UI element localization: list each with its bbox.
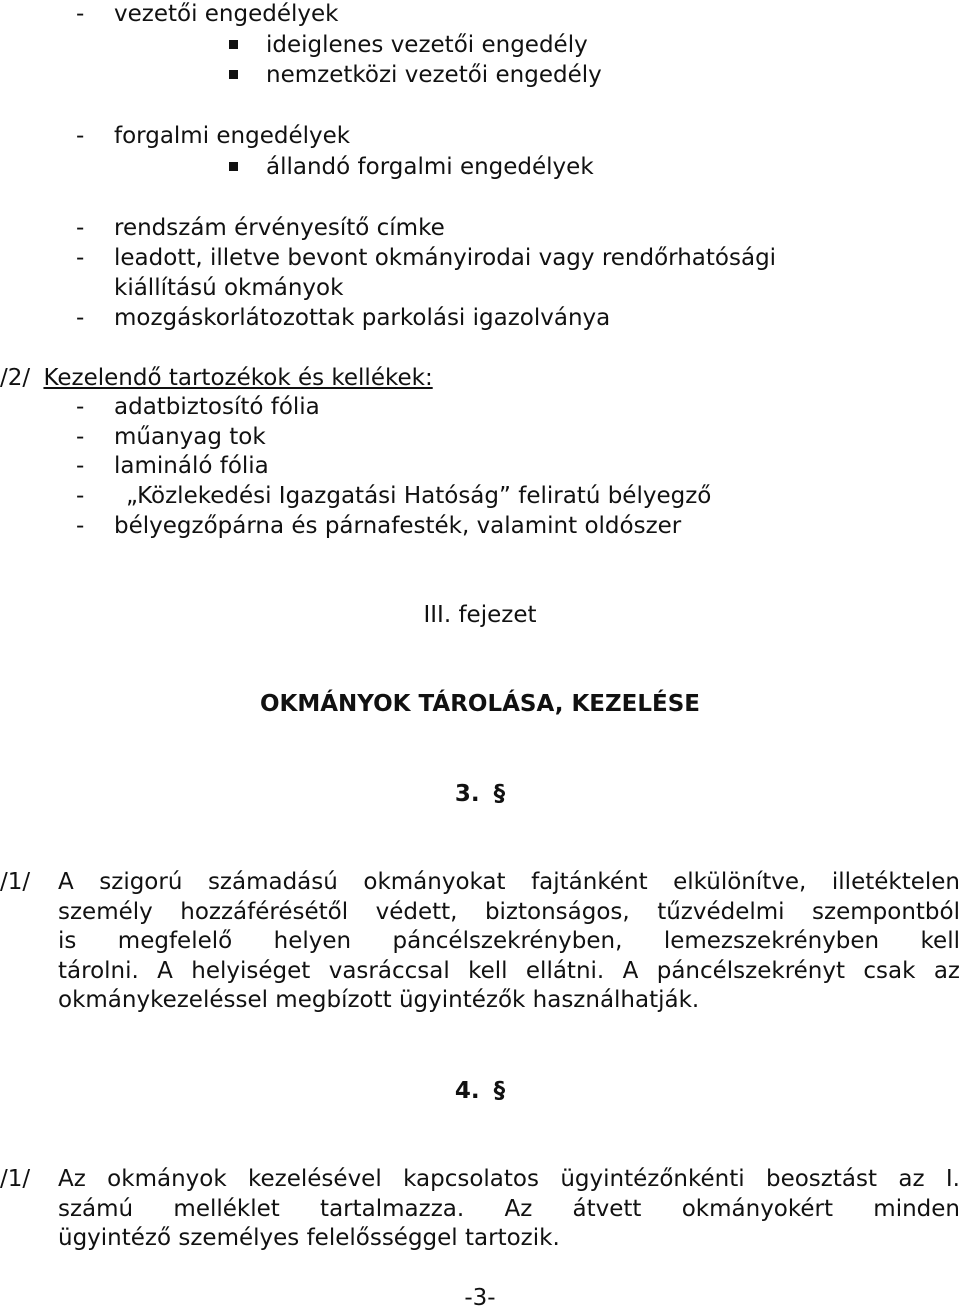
list-item-text: lamináló fólia [114,453,269,479]
list-item-text: mozgáskorlátozottak parkolási igazolványa [114,305,611,331]
page-number: -3- [464,1285,496,1311]
dash-bullet: - [76,305,85,331]
paragraph-number: 3. [454,781,480,807]
chapter-number: III. fejezet [423,602,537,628]
paragraph-line: A szigorú számadású okmányokat fajtánként elkülönítve, illetéktelen [58,869,960,895]
clause-marker: /1/ [0,1166,31,1192]
list-item-text: forgalmi engedélyek [114,123,351,149]
square-bullet-icon [229,40,238,49]
paragraph-line: ügyintéző személyes felelősséggel tartozik. [58,1225,560,1251]
dash-bullet: - [76,123,85,149]
dash-bullet: - [76,513,85,539]
dash-bullet: - [76,483,85,509]
paragraph-heading [0,1077,960,1105]
list-item-text: kiállítású okmányok [114,275,344,301]
clause-marker: /1/ [0,869,31,895]
dash-bullet: - [76,245,85,271]
dash-bullet: - [76,215,85,241]
dash-bullet: - [76,1,85,27]
paragraph-heading [0,780,960,808]
chapter-title: OKMÁNYOK TÁROLÁSA, KEZELÉSE [259,691,701,717]
sub-list-item-text: állandó forgalmi engedélyek [266,154,594,180]
section-sign-icon: § [493,1078,506,1104]
square-bullet-icon [229,70,238,79]
sub-list-item-text: ideiglenes vezetői engedély [266,32,588,58]
section-number: /2/ [0,365,31,391]
paragraph-line: is megfelelő helyen páncélszekrényben, lemezszekrényben kell [58,928,960,954]
section-heading [0,364,433,392]
sub-list-item-text: nemzetközi vezetői engedély [266,62,602,88]
list-item-text: műanyag tok [114,424,266,450]
list-item-text: bélyegzőpárna és párnafesték, valamint oldószer [114,513,682,539]
list-item-text: rendszám érvényesítő címke [114,215,445,241]
paragraph-line: okmánykezeléssel megbízott ügyintézők használhatják. [58,987,700,1013]
dash-bullet: - [76,424,85,450]
paragraph-line: tárolni. A helyiséget vasráccsal kell ellátni. A páncélszekrényt csak az [58,957,960,984]
dash-bullet: - [76,394,85,420]
paragraph-body [58,868,960,1016]
section-sign-icon: § [493,781,506,807]
list-item-text: „Közlekedési Igazgatási Hatóság” feliratú bélyegző [126,483,712,509]
paragraph-line: Az okmányok kezelésével kapcsolatos ügyintézőnkénti beosztást az I. [58,1166,960,1192]
paragraph-line: személy hozzáférésétől védett, biztonságos, tűzvédelmi szempontból [58,898,960,925]
paragraph-number: 4. [454,1078,480,1104]
paragraph-body [58,1165,960,1254]
list-item-text: vezetői engedélyek [114,1,339,27]
dash-bullet: - [76,453,85,479]
section-title: Kezelendő tartozékok és kellékek: [43,365,433,391]
list-item-text: leadott, illetve bevont okmányirodai vagy rendőrhatósági [114,245,777,271]
paragraph-line: számú melléklet tartalmazza. Az átvett okmányokért minden [58,1195,960,1222]
list-item-text: adatbiztosító fólia [114,394,320,420]
square-bullet-icon [229,162,238,171]
